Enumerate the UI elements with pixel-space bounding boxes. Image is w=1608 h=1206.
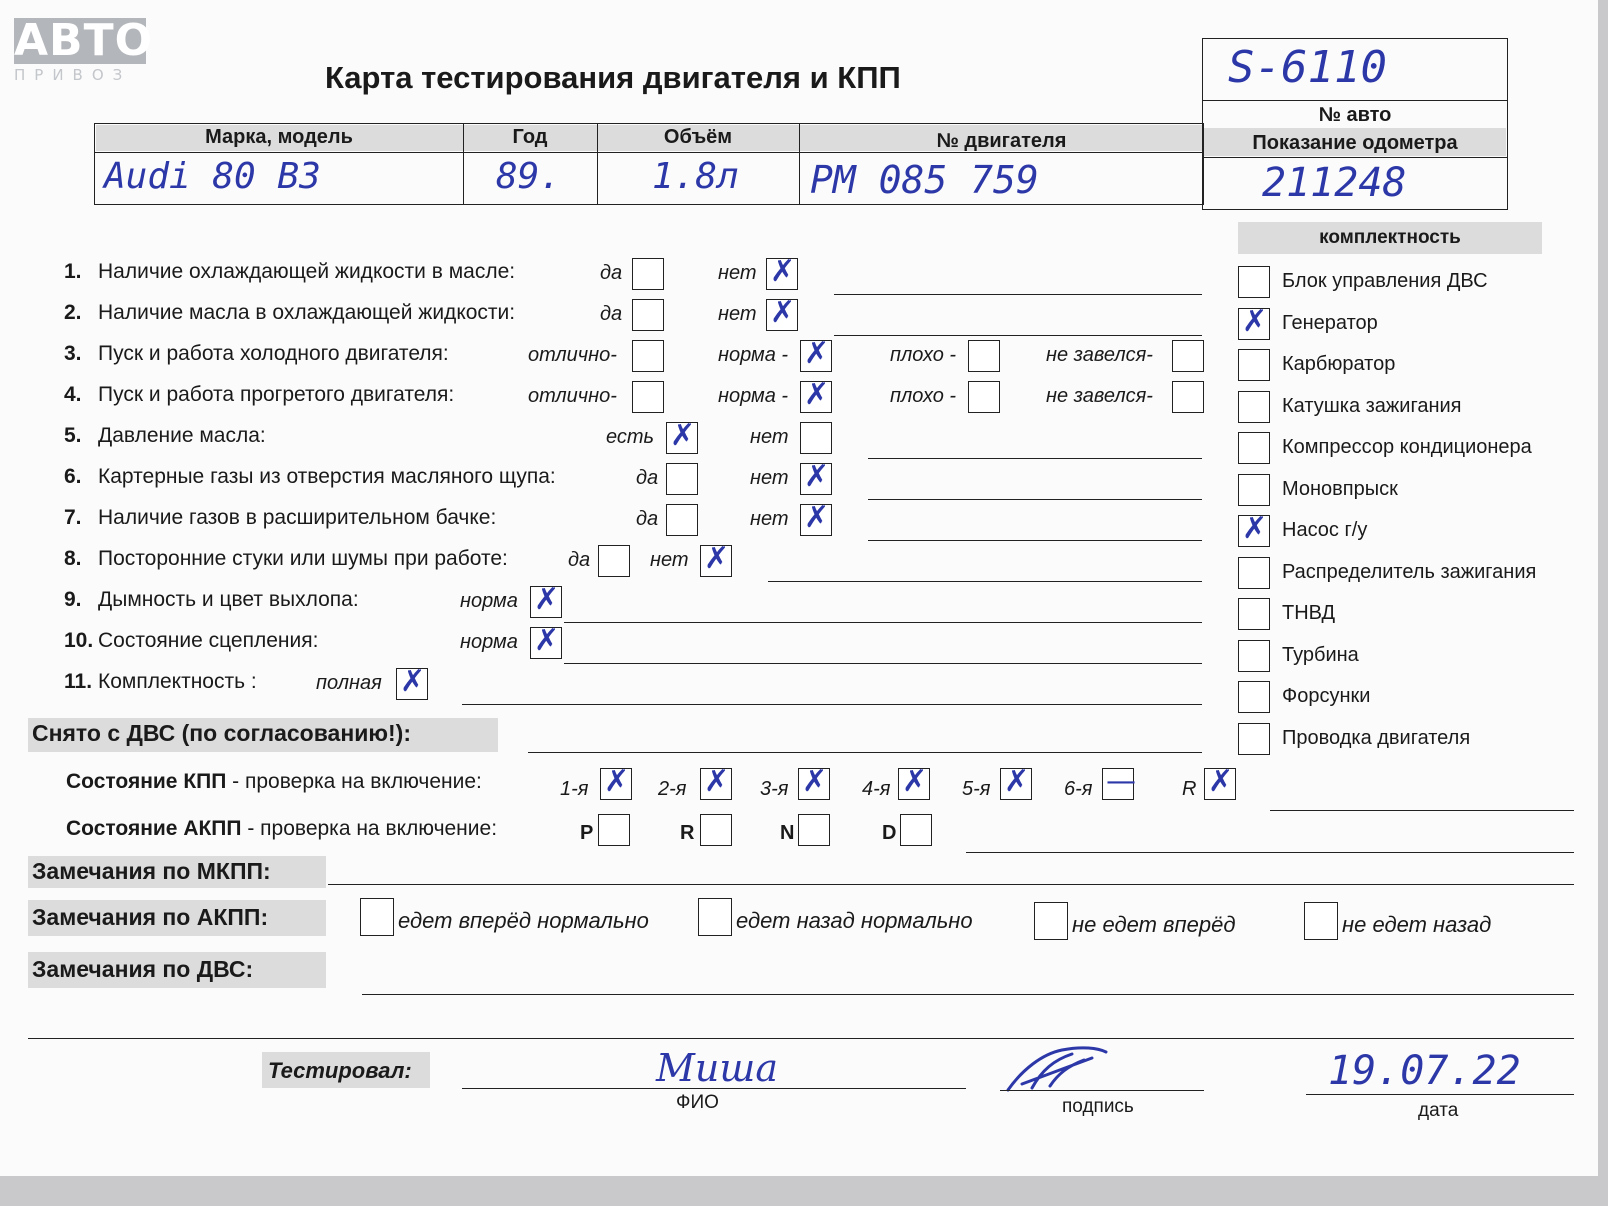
remark-option-label: едет назад нормально: [736, 908, 973, 933]
engine-number-value: PM 085 759: [810, 158, 1039, 202]
remark-option-label: не едет назад: [1342, 912, 1492, 937]
option-label: нет: [750, 508, 789, 530]
option-label: нет: [650, 549, 689, 571]
x-mark-icon: ✗: [1242, 511, 1268, 546]
checkbox[interactable]: [530, 582, 562, 618]
tester-name: Миша: [656, 1046, 779, 1090]
odometer-value: 211248: [1262, 160, 1407, 206]
checklist-label: Наличие масла в охлаждающей жидкости:: [98, 301, 516, 324]
kit-checkbox[interactable]: [1238, 266, 1270, 298]
kit-checkbox[interactable]: [1238, 723, 1270, 755]
make-model-value: Audi 80 B3: [104, 156, 321, 197]
akpp-checkbox[interactable]: [700, 814, 732, 846]
answer-line: [768, 581, 1202, 582]
checklist-label: Давление масла:: [98, 424, 266, 447]
option-label: плохо -: [890, 344, 957, 366]
checkbox[interactable]: [632, 381, 664, 413]
option-label: плохо -: [890, 385, 957, 407]
signature-line: [1000, 1090, 1204, 1091]
kit-title: комплектность: [1319, 227, 1461, 248]
answer-line: [564, 622, 1202, 623]
x-mark-icon: ✗: [534, 582, 560, 617]
option-label: да: [600, 303, 623, 325]
kit-checkbox[interactable]: [1238, 640, 1270, 672]
option-label: да: [636, 508, 659, 530]
checkbox[interactable]: [766, 295, 798, 331]
answer-line: [868, 458, 1202, 459]
akpp-gear-label: R: [680, 822, 695, 844]
checklist-label: Пуск и работа холодного двигателя:: [98, 342, 449, 365]
x-mark-icon: ✗: [1208, 764, 1234, 799]
checklist-label: Наличие газов в расширительном бачке:: [98, 506, 497, 529]
option-label: не завелся-: [1046, 344, 1153, 366]
name-line: [462, 1088, 966, 1089]
kit-item-label: Компрессор кондиционера: [1282, 436, 1532, 458]
kit-checkbox[interactable]: [1238, 349, 1270, 381]
checklist-number: 6.: [64, 465, 82, 488]
gear-checkbox[interactable]: [1204, 764, 1236, 800]
remark-option-label: не едет вперёд: [1072, 912, 1236, 937]
checklist-number: 2.: [64, 301, 82, 324]
x-mark-icon: ✗: [534, 623, 560, 658]
akpp-label: [66, 817, 497, 841]
kit-checkbox[interactable]: [1238, 511, 1270, 547]
kit-item-label: Моновпрыск: [1282, 477, 1398, 500]
checkbox[interactable]: [800, 336, 832, 372]
option-label: нет: [718, 262, 757, 284]
kpp-line: [1270, 810, 1574, 811]
answer-line: [462, 704, 1202, 705]
remarks-mkpp-label: Замечания по МКПП:: [32, 858, 271, 884]
checkbox[interactable]: [632, 340, 664, 372]
header-volume: Объём: [663, 126, 733, 148]
checkbox[interactable]: [800, 459, 832, 495]
kit-item-label: ТНВД: [1282, 602, 1336, 624]
checkbox[interactable]: [800, 500, 832, 536]
gear-checkbox[interactable]: [1102, 764, 1136, 800]
x-mark-icon: ✗: [804, 336, 830, 371]
x-mark-icon: ✗: [804, 377, 830, 412]
option-label: не завелся-: [1046, 385, 1153, 407]
gear-label: 3-я: [760, 778, 789, 800]
checkbox[interactable]: [598, 545, 630, 577]
header-make-model: Марка, модель: [205, 126, 353, 148]
akpp-line: [966, 852, 1574, 853]
remark-option-label: едет вперёд нормально: [398, 908, 649, 933]
x-mark-icon: ✗: [604, 764, 630, 799]
checkbox[interactable]: [530, 623, 562, 659]
option-label: да: [600, 262, 623, 284]
x-mark-icon: ✗: [902, 764, 928, 799]
kit-item-label: Турбина: [1282, 643, 1359, 666]
kpp-label-bold: Состояние КПП: [66, 770, 227, 793]
checklist-label: Наличие охлаждающей жидкости в масле:: [98, 260, 516, 283]
kit-item-label: Распределитель зажигания: [1282, 560, 1537, 583]
checklist-label: Состояние сцепления:: [98, 629, 319, 652]
checkbox[interactable]: [666, 418, 698, 454]
checkbox[interactable]: [632, 299, 664, 331]
x-mark-icon: ✗: [704, 541, 730, 576]
remark-checkbox[interactable]: [360, 898, 394, 936]
answer-line: [564, 663, 1202, 664]
name-caption: ФИО: [676, 1092, 719, 1113]
header-engine-number: № двигателя: [936, 130, 1067, 152]
kit-item-label: Карбюратор: [1282, 353, 1396, 375]
date-value: 19.07.22: [1328, 1048, 1521, 1094]
option-label: норма -: [718, 385, 789, 407]
kit-checkbox[interactable]: [1238, 303, 1270, 340]
date-caption: дата: [1418, 1100, 1459, 1121]
option-label: отлично-: [528, 344, 617, 366]
akpp-label-rest: - проверка на включение:: [241, 817, 498, 840]
checkbox[interactable]: [800, 377, 832, 413]
kit-item-label: Форсунки: [1282, 685, 1371, 707]
option-label: да: [568, 549, 591, 571]
kpp-label: [66, 770, 482, 794]
checkbox[interactable]: [1172, 340, 1204, 372]
kit-item-label: Блок управления ДВС: [1282, 270, 1488, 292]
x-mark-icon: ✗: [400, 664, 426, 699]
x-mark-icon: ✗: [802, 764, 828, 799]
kit-item-label: Проводка двигателя: [1282, 726, 1471, 749]
remarks-dvs-label: Замечания по ДВС:: [32, 956, 254, 982]
checkbox[interactable]: [396, 664, 428, 700]
checklist-label: Дымность и цвет выхлопа:: [98, 588, 359, 611]
remarks-dvs-line: [362, 994, 1574, 995]
akpp-gear-label: D: [882, 822, 897, 844]
checkbox[interactable]: [800, 422, 832, 454]
option-label: нет: [718, 303, 757, 325]
checkbox[interactable]: [968, 340, 1000, 372]
x-mark-icon: ✗: [1242, 303, 1268, 339]
checklist-number: 3.: [64, 342, 82, 365]
avto-privoz-logo: [14, 15, 154, 84]
remarks-akpp-label: Замечания по АКПП:: [32, 904, 269, 930]
option-label: есть: [606, 426, 655, 448]
checklist-label: Пуск и работа прогретого двигателя:: [98, 383, 455, 406]
akpp-checkbox[interactable]: [598, 814, 630, 846]
divider: [1202, 100, 1508, 101]
checkbox[interactable]: [968, 381, 1000, 413]
remarks-mkpp-line: [328, 884, 1574, 885]
akpp-gear-label: N: [780, 822, 795, 844]
option-label: полная: [316, 672, 382, 694]
kpp-label-rest: - проверка на включение:: [226, 770, 482, 793]
checkbox[interactable]: [632, 258, 664, 290]
akpp-checkbox[interactable]: [798, 814, 830, 846]
removed-line: [528, 752, 1202, 753]
akpp-label-bold: Состояние АКПП: [66, 817, 242, 840]
kit-checkbox[interactable]: [1238, 474, 1270, 506]
checkbox[interactable]: [666, 504, 698, 536]
gear-checkbox[interactable]: [898, 764, 930, 800]
checklist-number: 9.: [64, 588, 82, 611]
tested-label: Тестировал:: [268, 1058, 412, 1083]
logo-text: АВТО: [14, 15, 154, 66]
checklist-number: 11.: [64, 670, 93, 693]
gear-checkbox[interactable]: [700, 764, 732, 800]
answer-line: [868, 499, 1202, 500]
checklist-label: Комплектность :: [98, 670, 257, 693]
akpp-checkbox[interactable]: [900, 814, 932, 846]
gear-checkbox[interactable]: [1000, 764, 1032, 800]
checkbox[interactable]: [766, 254, 798, 290]
volume-value: 1.8л: [652, 156, 739, 197]
option-label: норма -: [718, 344, 789, 366]
remark-checkbox[interactable]: [698, 898, 732, 936]
signature-caption: подпись: [1062, 1096, 1134, 1117]
option-label: нет: [750, 426, 789, 448]
checklist-label: Картерные газы из отверстия масляного щупа:: [98, 465, 556, 488]
gear-label: 5-я: [962, 778, 991, 800]
car-number-value: S-6110: [1228, 42, 1387, 93]
odometer-label: Показание одометра: [1252, 132, 1458, 154]
remark-checkbox[interactable]: [1304, 902, 1338, 940]
kit-checkbox[interactable]: [1238, 557, 1270, 589]
checklist-number: 4.: [64, 383, 82, 406]
gear-checkbox[interactable]: [600, 764, 632, 800]
answer-line: [868, 540, 1202, 541]
x-mark-icon: ✗: [670, 418, 696, 453]
option-label: отлично-: [528, 385, 617, 407]
gear-label: 6-я: [1064, 778, 1093, 800]
date-line: [1306, 1094, 1574, 1095]
checkbox[interactable]: [700, 541, 732, 577]
option-label: нет: [750, 467, 789, 489]
x-mark-icon: ✗: [770, 295, 796, 330]
kit-item-label: Генератор: [1282, 311, 1378, 334]
year-value: 89.: [496, 156, 562, 197]
x-mark-icon: ✗: [804, 459, 830, 494]
kit-checkbox[interactable]: [1238, 391, 1270, 423]
kit-checkbox[interactable]: [1238, 432, 1270, 464]
x-mark-icon: ✗: [704, 764, 730, 799]
checklist-number: 8.: [64, 547, 82, 570]
checkbox[interactable]: [666, 463, 698, 495]
divider: [1202, 157, 1508, 158]
car-number-label: № авто: [1318, 104, 1392, 126]
x-mark-icon: ✗: [804, 500, 830, 535]
gear-checkbox[interactable]: [798, 764, 830, 800]
kit-item-label: Насос г/у: [1282, 519, 1368, 541]
gear-label: 1-я: [560, 778, 589, 800]
gear-label: 4-я: [862, 778, 891, 800]
page-title: Карта тестирования двигателя и КПП: [325, 60, 901, 95]
option-label: норма: [460, 590, 518, 612]
signature-image: [1002, 1040, 1114, 1096]
checkbox[interactable]: [1172, 381, 1204, 413]
answer-line: [834, 335, 1202, 336]
checklist-number: 10.: [64, 629, 94, 652]
kit-checkbox[interactable]: [1238, 598, 1270, 630]
option-label: да: [636, 467, 659, 489]
gear-label: R: [1182, 778, 1197, 800]
x-mark-icon: ✗: [1004, 764, 1030, 799]
header-year: Год: [512, 126, 548, 148]
answer-line: [834, 294, 1202, 295]
checklist-number: 1.: [64, 260, 82, 283]
akpp-gear-label: P: [580, 822, 594, 844]
gear-label: 2-я: [658, 778, 687, 800]
remarks-dvs-line-2: [28, 1038, 1574, 1039]
kit-item-label: Катушка зажигания: [1282, 394, 1462, 417]
kit-checkbox[interactable]: [1238, 681, 1270, 713]
remark-checkbox[interactable]: [1034, 902, 1068, 940]
x-mark-icon: ✗: [770, 254, 796, 289]
checklist-number: 7.: [64, 506, 82, 529]
option-label: норма: [460, 631, 518, 653]
logo-subtext: ПРИВОЗ: [14, 66, 132, 84]
removed-label: Снято с ДВС (по согласованию!):: [32, 720, 411, 746]
checklist-label: Посторонние стуки или шумы при работе:: [98, 547, 508, 570]
x-mark-icon: —: [1106, 764, 1136, 799]
checklist-number: 5.: [64, 424, 82, 447]
